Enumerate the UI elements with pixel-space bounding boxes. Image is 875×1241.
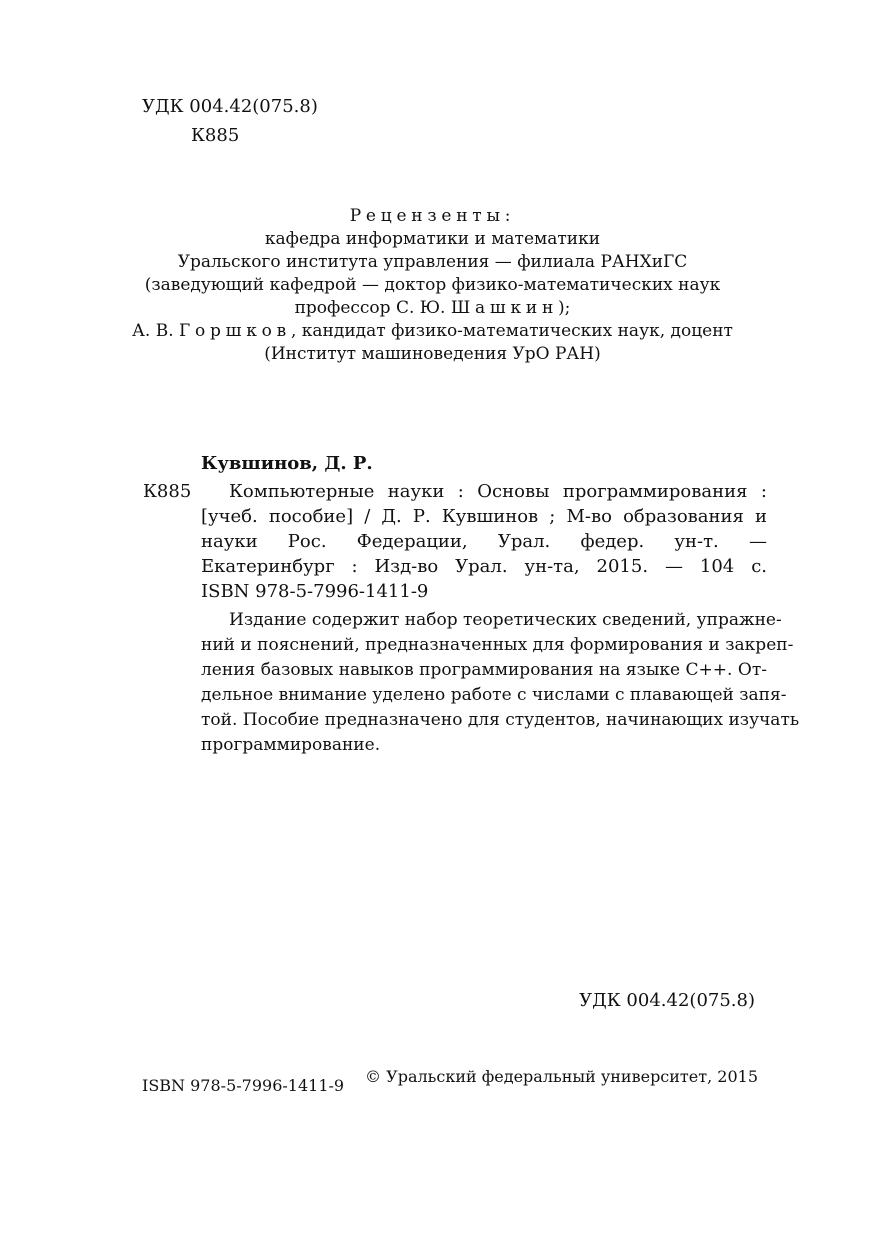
bibliography-author: Кувшинов, Д. Р. [201, 453, 373, 474]
reviewer2-org: (Институт машиноведения УрО РАН) [264, 344, 601, 364]
annotation-line-6: программирование. [201, 735, 381, 755]
reviewer-line-3: (заведующий кафедрой — доктор физико-математических наук [144, 275, 721, 295]
annotation-line-1: Издание содержит набор теоретических сведений, упражне- [229, 610, 782, 630]
reviewer2-prefix: А. В. [132, 321, 180, 341]
reviewer-professor-line [100, 297, 765, 320]
bibliography-isbn: ISBN 978-5-7996-1411-9 [201, 581, 429, 602]
reviewer-line-1: кафедра информатики и математики [264, 229, 601, 249]
annotation-line-5: той. Пособие предназначено для студентов, начинающих изучать [201, 710, 800, 730]
udk-footer: УДК 004.42(075.8) [579, 990, 755, 1011]
udk-header: УДК 004.42(075.8) [142, 96, 318, 117]
reviewer-line-2: Уральского института управления — филиала РАНХиГС [177, 252, 688, 272]
reviewer2-name: Горшков [179, 321, 291, 341]
bibliography-code: К885 [143, 481, 192, 502]
bibliography-line-3: науки Рос. Федерации, Урал. федер. ун-т. — [201, 531, 767, 552]
professor-name: Шашкин [450, 298, 559, 318]
bibliography-line-1: Компьютерные науки : Основы программирования : [229, 481, 767, 502]
annotation-line-4: дельное внимание уделено работе с числами с плавающей запя- [201, 685, 787, 705]
annotation-line-2: ний и пояснений, предназначенных для формирования и закреп- [201, 635, 794, 655]
reviewer2-suffix: , кандидат физико-математических наук, доцент [290, 321, 733, 341]
professor-suffix: ); [558, 298, 571, 318]
annotation-line-3: ления базовых навыков программирования на языке C++. От- [201, 660, 767, 680]
reviewers-block [100, 205, 765, 366]
author-code-header: К885 [191, 125, 240, 146]
professor-prefix: профессор С. Ю. [294, 298, 451, 318]
reviewers-title: Рецензенты: [349, 206, 516, 226]
isbn-footer: ISBN 978-5-7996-1411-9 [142, 1076, 345, 1095]
bibliography-line-4: Екатеринбург : Изд-во Урал. ун-та, 2015. — 104 с. [201, 556, 767, 577]
reviewer2-line [100, 320, 765, 343]
copyright-footer: © Уральский федеральный университет, 2015 [365, 1067, 758, 1086]
bibliography-line-2: [учеб. пособие] / Д. Р. Кувшинов ; М-во образования и [201, 506, 767, 527]
